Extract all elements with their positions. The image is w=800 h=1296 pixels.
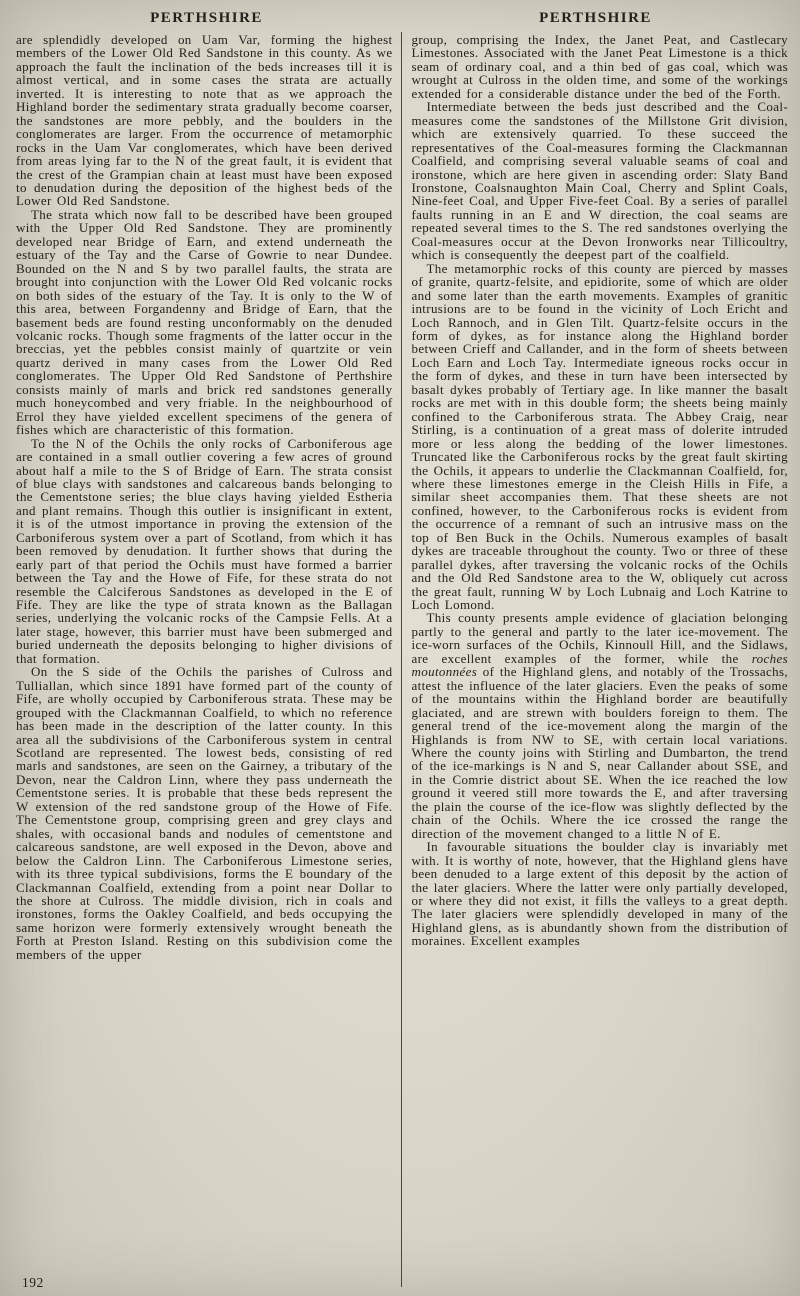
running-head — [12, 8, 790, 32]
paragraph: group, comprising the Index, the Janet Peat, and Castlecary Limestones. Associated with the Janet Peat Limestone is a thick seam of ordinary coal, and a thin bed of gas coal, which was wrought at Culross in the olden time, and some of the workings extended for a considerable distance under the bed of the Forth. — [411, 32, 788, 101]
paragraph: are splendidly developed on Uam Var, forming the highest members of the Lower Old Red Sandstone in this county. As we approach the fault the inclination of the beds increases till it is almost vertical, and in some cases the strata are actually inverted. It is interesting to note that as we approach the Highland border the sedimentary strata gradually become coarser, the sandstones are more pebbly, and the boulders in the conglomerates are larger. From the occurrence of metamorphic rocks in the Uam Var conglomerates, which have been derived from areas lying far to the N of the great fault, it is evident that the crest of the Grampian chain at least must have been exposed to denudation during the deposition of the highest beds of the Lower Old Red Sandstone. — [16, 32, 393, 209]
paragraph: In favourable situations the boulder clay is invariably met with. It is worthy of note, however, that the Highland glens have been denuded to a large extent of this deposit by the action of the later glaciers. Where the latter were only partially developed, or where they did not exist, it fills the valleys to a great depth. The later glaciers were splendidly developed in many of the Highland glens, as is abundantly shown from the distribution of moraines. Excellent examples — [411, 839, 788, 949]
page-header-right: PERTHSHIRE — [539, 10, 652, 26]
left-column — [12, 32, 401, 1287]
page-header-left: PERTHSHIRE — [150, 10, 263, 26]
paragraph-text: This county presents ample evidence of glaciation belonging partly to the general and partly to the later ice-movement. The ice-worn surfaces of the Ochils, Kinnoull Hill, and the Sidlaws, are excellent examples of the former, while the — [411, 610, 788, 666]
foreign-phrase: roches moutonnées — [411, 650, 788, 680]
two-column-layout — [12, 32, 790, 1287]
paragraph: On the S side of the Ochils the parishes of Culross and Tulliallan, which since 1891 have formed part of the county of Fife, are wholly occupied by Carboniferous strata. These may be grouped with the Clackmannan Coalfield, to which no reference has been made in the description of the latter county. In this area all the subdivisions of the Carboniferous system in central Scotland are represented. The lowest beds, consisting of red marls and sandstones, are seen on the Gairney, a tributary of the Devon, near the Caldron Linn, where they pass underneath the Cementstone series. It is probable that these beds represent the W extension of the red sandstone group of the Howe of Fife. The Cementstone group, comprising green and grey clays and shales, with occasional bands and nodules of cementstone and calcareous sandstone, are well exposed in the Devon, above and below the Caldron Linn. The Carboniferous Limestone series, with its three typical subdivisions, forms the E boundary of the Clackmannan Coalfield, extending from a point near Dollar to the shore at Culross. The middle division, rich in coals and ironstones, forms the Oakley Coalfield, and beds occupying the same horizon were formerly extensively wrought beneath the Forth at Preston Island. Resting on this subdivision come the members of the upper — [16, 664, 393, 962]
paragraph-text: of the Highland glens, and notably of the Trossachs, attest the influence of the later glaciers. Even the peaks of some of the mountains within the Highland border are beautifully glaciated, and are strewn with boulders foreign to them. The general trend of the ice-movement along the margin of the Highlands is from NW to SE, with certain local variations. Where the county joins with Stirling and Dumbarton, the trend of the ice-markings is N and S, near Callander about SSE, and in the Comrie district about SE. When the ice reached the low ground it veered still more towards the E, and after traversing the plain the course of the ice-flow was slightly deflected by the chain of the Ochils. Where the ice crossed the range the direction of the movement changed to a little N of E. — [411, 664, 788, 841]
page-number: 192 — [22, 1275, 44, 1290]
paragraph: To the N of the Ochils the only rocks of Carboniferous age are contained in a small outlier covering a few acres of ground about half a mile to the S of Bridge of Earn. The strata consist of blue clays with sandstones and calcareous bands belonging to the Cementstone series; the blue clays having yielded Estheria and plant remains. Though this outlier is insignificant in extent, it is of the utmost importance in proving the extension of the Carboniferous system over a part of Scotland, from which it has been removed by denudation. It further shows that during the early part of that period the Ochils must have formed a barrier between the Tay and the Howe of Fife, for these strata do not resemble the Calciferous Sandstones as developed in the E of Fife. They are like the type of strata known as the Ballagan series, underlying the volcanic rocks of the Campsie Fells. At a later stage, however, this barrier must have been submerged and buried underneath the deposits belonging to higher divisions of that formation. — [16, 435, 393, 666]
paragraph: The metamorphic rocks of this county are pierced by masses of granite, quartz-felsite, and epidiorite, some of which are older and some later than the earth movements. Examples of granitic intrusions are to be found in the vicinity of Loch Ericht and Loch Rannoch, and in Glen Tilt. Quartz-felsite occurs in the form of dykes, as for instance along the Highland border between Crieff and Callander, and in the form of sheets between Loch Earn and Loch Tay. Intermediate igneous rocks occur in the form of dykes, and these in turn have been intersected by basalt dykes probably of Tertiary age. In like manner the basalt rocks are met with in this double form; the sheets being mainly confined to the Carboniferous strata. The Abbey Craig, near Stirling, is a continuation of a great mass of dolerite intruded more or less along the bedding of the lower limestones. Truncated like the Carboniferous rocks by the great fault skirting the Ochils, it appears to underlie the Clackmannan Coalfield, for, where these limestones emerge in the Cleish Hills in Fife, a similar sheet accompanies them. That these sheets are not confined, however, to the Carboniferous rocks is evident from the occurrence of a remnant of such an intrusive mass on the top of Ben Buck in the Ochils. Numerous examples of basalt dykes are traceable throughout the county. Two or three of these parallel dykes, after traversing the volcanic rocks of the Ochils and the Old Red Sandstone area to the W, obliquely cut across the great fault, running W by Loch Lubnaig and Loch Katrine to Loch Lomond. — [411, 260, 788, 613]
right-column — [402, 32, 791, 1287]
paragraph: Intermediate between the beds just described and the Coal-measures come the sandstones of the Millstone Grit division, which are extensively quarried. To these succeed the representatives of the Coal-measures forming the Clackmannan Coalfield, and comprising several valuable seams of coal and ironstone, which are here given in ascending order: Slaty Band Ironstone, Coalsnaughton Main Coal, Cherry and Splint Coals, Nine-feet Coal, and Upper Five-feet Coal. By a series of parallel faults running in an E and W direction, the coal seams are repeated several times to the S. The red sandstones overlying the Coal-measures occur at the Devon Ironworks near Tillicoultry, which is consequently the deepest part of the coalfield. — [411, 99, 788, 263]
paragraph: The strata which now fall to be described have been grouped with the Upper Old Red Sandstone. They are prominently developed near Bridge of Earn, and extend underneath the estuary of the Tay and the Carse of Gowrie to near Dundee. Bounded on the N and S by two parallel faults, the strata are brought into conjunction with the Lower Old Red volcanic rocks on both sides of the estuary of the Tay. It is only to the W of this area, between Forgandenny and Bridge of Earn, that the basement beds are found resting unconformably on the denuded volcanic rocks. Though some fragments of the latter occur in the breccias, yet the pebbles consist mainly of quartzite or vein quartz derived in many cases from the Lower Old Red conglomerates. The Upper Old Red Sandstone of Perthshire consists mainly of marls and brick red sandstones generally much honeycombed and very friable. In the neighbourhood of Errol they have yielded excellent specimens of the genera of fishes which are characteristic of this formation. — [16, 206, 393, 438]
paragraph — [412, 611, 789, 840]
